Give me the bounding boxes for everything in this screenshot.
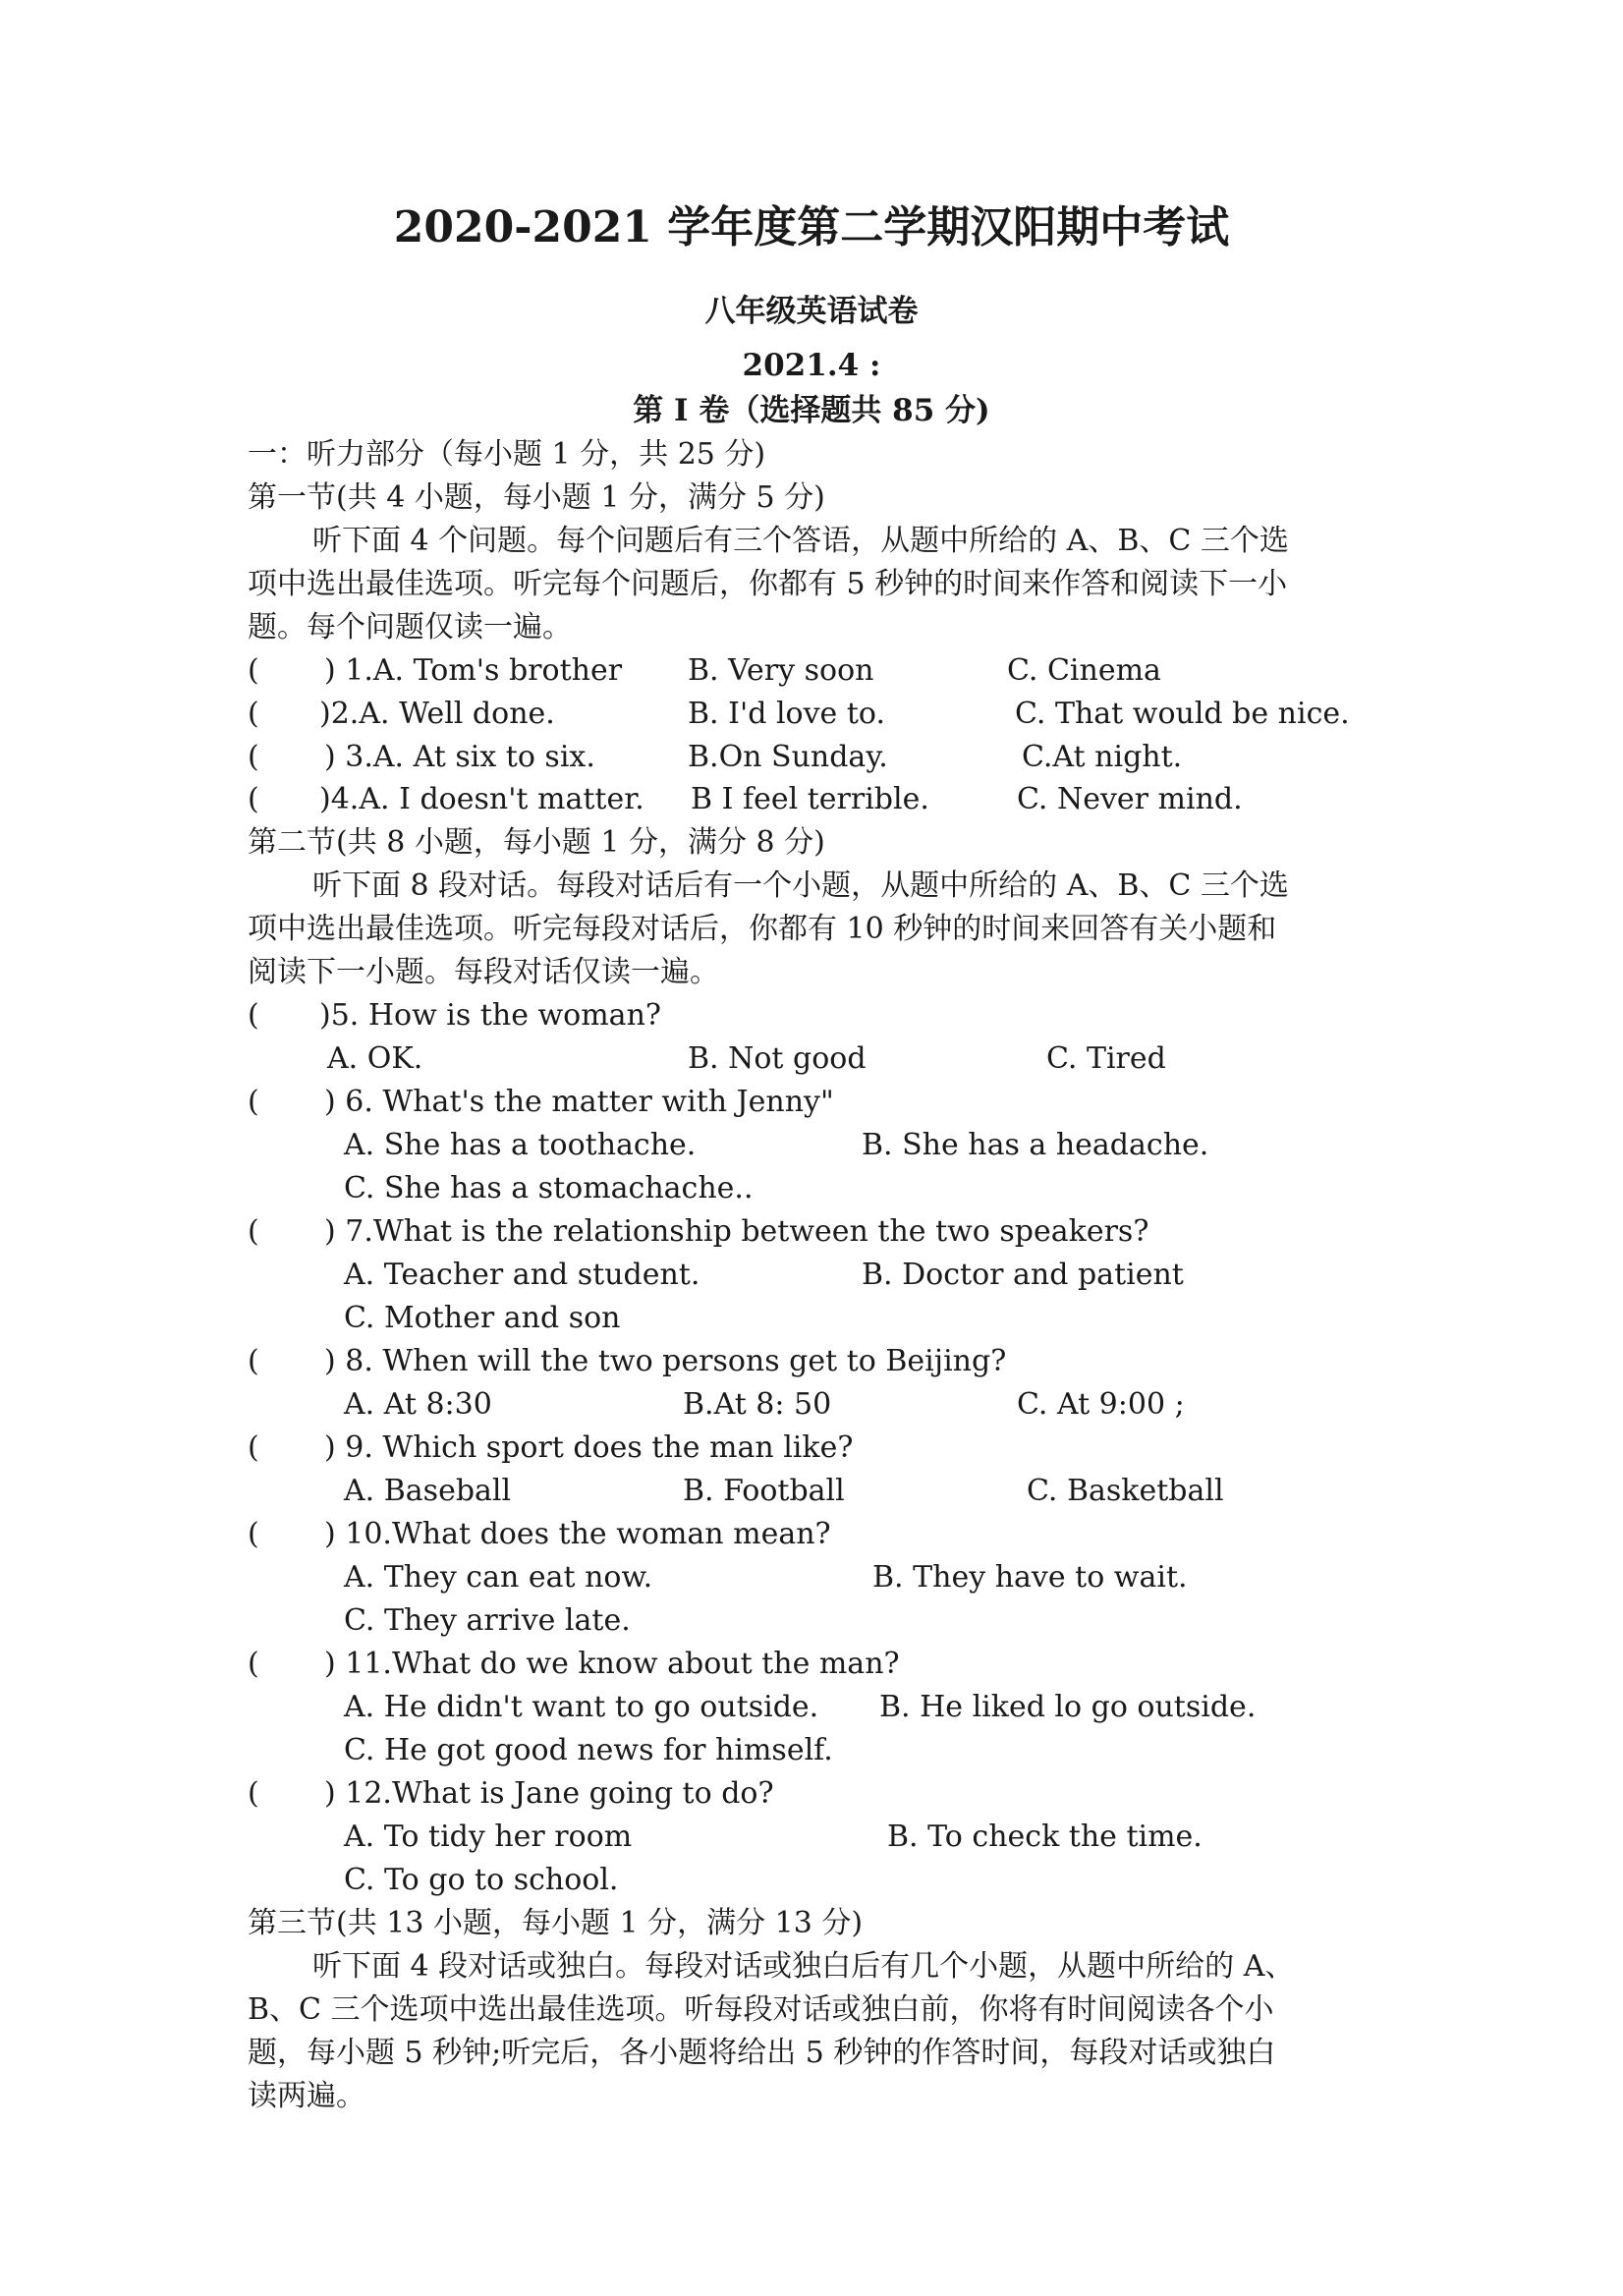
question-option-a: )4.A. I doesn't matter. <box>319 782 644 816</box>
option-a: A. He didn't want to go outside. <box>344 1690 819 1724</box>
question-option-a: )2.A. Well done. <box>319 697 555 731</box>
option-b: B. Not good <box>688 1041 867 1076</box>
option-a: A. At 8:30 <box>344 1387 492 1422</box>
answer-paren[interactable]: ( <box>248 1517 259 1551</box>
answer-paren[interactable]: ( <box>248 998 259 1033</box>
question-stem: ) 7.What is the relationship between the two speakers? <box>324 1214 1149 1249</box>
volume-heading: 第 I 卷（选择题共 85 分) <box>633 393 990 428</box>
instruction-line: 题，每小题 5 秒钟;听完后，各小题将给出 5 秒钟的作答时间，每段对话或独白 <box>248 2036 1276 2070</box>
question-option-b: B I feel terrible. <box>691 782 929 816</box>
option-a: A. They can eat now. <box>344 1560 653 1595</box>
answer-paren[interactable]: ( <box>248 1430 259 1465</box>
answer-paren[interactable]: ( <box>248 1776 259 1811</box>
question-option-b: B.On Sunday. <box>688 740 888 774</box>
question-stem: ) 8. When will the two persons get to Beijing? <box>324 1344 1007 1378</box>
option-b: B. They have to wait. <box>872 1560 1188 1595</box>
option-a: A. Baseball <box>344 1474 512 1508</box>
question-stem: ) 11.What do we know about the man? <box>324 1647 900 1681</box>
question-option-c: C. Never mind. <box>1017 782 1243 816</box>
question-option-c: C. Cinema <box>1007 653 1161 688</box>
instruction-line: 阅读下一小题。每段对话仅读一遍。 <box>248 955 719 989</box>
answer-paren[interactable]: ( <box>248 1085 259 1119</box>
answer-paren[interactable]: ( <box>248 697 259 731</box>
option-b: B. He liked lo go outside. <box>879 1690 1257 1724</box>
question-option-a: ) 1.A. Tom's brother <box>324 653 623 688</box>
answer-paren[interactable]: ( <box>248 653 259 688</box>
question-option-a: ) 3.A. At six to six. <box>324 740 595 774</box>
option-c: C. To go to school. <box>344 1863 619 1897</box>
exam-title: 2020-2021 学年度第二学期汉阳期中考试 <box>393 202 1230 252</box>
option-c: C. At 9:00 ; <box>1017 1387 1185 1422</box>
question-option-b: B. I'd love to. <box>688 697 885 731</box>
part-heading: 一：听力部分（每小题 1 分，共 25 分) <box>248 437 766 472</box>
answer-paren[interactable]: ( <box>248 1344 259 1378</box>
question-stem: ) 10.What does the woman mean? <box>324 1517 831 1551</box>
option-b: B. To check the time. <box>887 1820 1203 1854</box>
option-c: C. They arrive late. <box>344 1603 631 1638</box>
option-c: C. Basketball <box>1027 1474 1224 1508</box>
exam-subtitle: 八年级英语试卷 <box>704 294 919 329</box>
section-heading: 第三节(共 13 小题，每小题 1 分，满分 13 分) <box>248 1906 864 1940</box>
answer-paren[interactable]: ( <box>248 782 259 816</box>
option-c: C. She has a stomachache.. <box>344 1171 754 1205</box>
instruction-line: 项中选出最佳选项。听完每个问题后，你都有 5 秒钟的时间来作答和阅读下一小 <box>248 567 1288 601</box>
instruction-line: 听下面 8 段对话。每段对话后有一个小题，从题中所给的 A、B、C 三个选 <box>312 868 1289 903</box>
question-stem: ) 6. What's the matter with Jenny" <box>324 1085 834 1119</box>
answer-paren[interactable]: ( <box>248 1647 259 1681</box>
option-b: B. Doctor and patient <box>862 1258 1184 1292</box>
instruction-line: B、C 三个选项中选出最佳选项。听每段对话或独白前，你将有时间阅读各个小 <box>248 1992 1274 2027</box>
option-b: B. Football <box>683 1474 845 1508</box>
option-b: B. She has a headache. <box>862 1128 1209 1162</box>
question-option-b: B. Very soon <box>688 653 874 688</box>
option-a: A. Teacher and student. <box>344 1258 700 1292</box>
question-stem: )5. How is the woman? <box>319 998 661 1033</box>
instruction-line: 题。每个问题仅读一遍。 <box>248 610 572 644</box>
section-heading: 第二节(共 8 小题，每小题 1 分，满分 8 分) <box>248 825 825 860</box>
option-c: C. He got good news for himself. <box>344 1733 833 1767</box>
question-option-c: C. That would be nice. <box>1015 697 1350 731</box>
section-heading: 第一节(共 4 小题，每小题 1 分，满分 5 分) <box>248 480 825 515</box>
instruction-line: 读两遍。 <box>248 2079 365 2113</box>
answer-paren[interactable]: ( <box>248 1214 259 1249</box>
option-a: A. OK. <box>327 1041 423 1076</box>
question-option-c: C.At night. <box>1022 740 1183 774</box>
option-a: A. She has a toothache. <box>344 1128 697 1162</box>
instruction-line: 项中选出最佳选项。听完每段对话后，你都有 10 秒钟的时间来回答有关小题和 <box>248 912 1277 946</box>
instruction-line: 听下面 4 段对话或独白。每段对话或独白后有几个小题，从题中所给的 A、 <box>312 1949 1295 1984</box>
question-stem: ) 12.What is Jane going to do? <box>324 1776 774 1811</box>
answer-paren[interactable]: ( <box>248 740 259 774</box>
question-stem: ) 9. Which sport does the man like? <box>324 1430 854 1465</box>
option-b: B.At 8: 50 <box>683 1387 832 1422</box>
option-c: C. Mother and son <box>344 1301 621 1335</box>
instruction-line: 听下面 4 个问题。每个问题后有三个答语，从题中所给的 A、B、C 三个选 <box>312 524 1289 558</box>
option-a: A. To tidy her room <box>344 1820 633 1854</box>
exam-date: 2021.4 : <box>742 348 881 383</box>
option-c: C. Tired <box>1046 1041 1166 1076</box>
